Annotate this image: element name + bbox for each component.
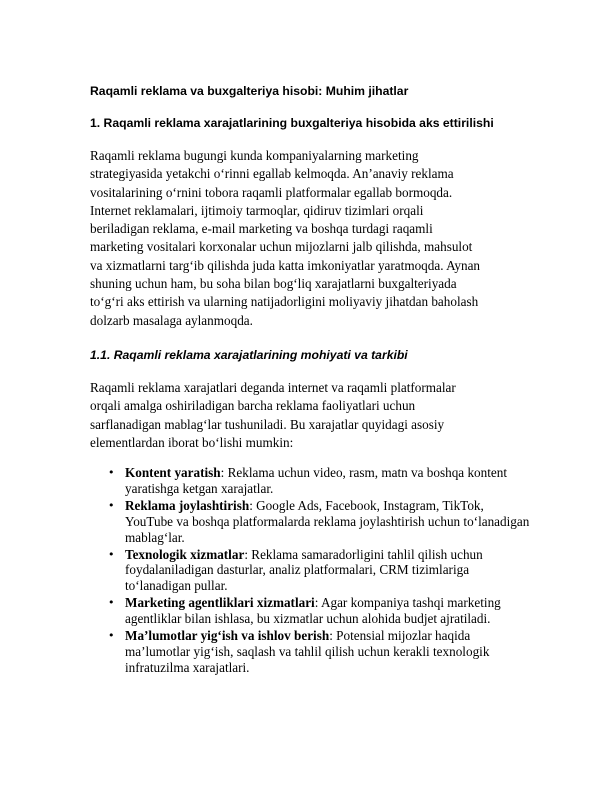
paragraph-line: Raqamli reklama bugungi kunda kompaniyalarning marketing <box>90 148 419 163</box>
section-heading: 1. Raqamli reklama xarajatlarining buxgalteriya hisobida aks ettirilishi <box>90 116 494 130</box>
list-item-text: : Google Ads, Facebook, Instagram, TikTok, YouTube va boshqa platformalarda reklama joylashtirish uchun to‘lanadigan mablag‘lar. <box>125 497 530 545</box>
list-item-term: Texnologik xizmatlar <box>125 546 245 562</box>
paragraph-line: beriladigan reklama, e-mail marketing va boshqa turdagi raqamli <box>90 221 433 237</box>
paragraph-line: shuning uchun ham, bu soha bilan bog‘liq xarajatlarni buxgalteriyada <box>90 276 457 292</box>
paragraph-line: Raqamli reklama xarajatlari deganda internet va raqamli platformalar <box>90 380 456 395</box>
list-item <box>90 628 530 676</box>
paragraph-line: dolzarb masalaga aylanmoqda. <box>90 312 253 328</box>
list-item-term: Marketing agentliklari xizmatlari <box>125 595 315 611</box>
intro-paragraph <box>90 147 522 330</box>
paragraph-line: orqali amalga oshiriladigan barcha reklama faoliyatlari uchun <box>90 398 416 414</box>
cost-elements-list <box>90 465 530 677</box>
subsection-heading: 1.1. Raqamli reklama xarajatlarining mohiyati va tarkibi <box>90 348 408 362</box>
paragraph-line: marketing vositalari korxonalar uchun mijozlarni jalb qilishda, mahsulot <box>90 239 473 255</box>
document-title: Raqamli reklama va buxgalteriya hisobi: Muhim jihatlar <box>90 84 409 98</box>
paragraph-line: to‘g‘ri aks ettirish va ularning natijadorligini moliyaviy jihatdan baholash <box>90 294 479 310</box>
list-item <box>90 547 530 595</box>
paragraph-line: vositalarining o‘rnini tobora raqamli platformalar egallab bormoqda. <box>90 184 453 200</box>
list-item-term: Ma’lumotlar yig‘ish va ishlov berish <box>125 628 330 644</box>
list-item-term: Reklama joylashtirish <box>125 497 250 513</box>
list-item-term: Kontent yaratish <box>125 465 221 480</box>
list-item-text: : Agar kompaniya tashqi marketing agentliklar bilan ishlasa, bu xizmatlar uchun alohida budjet ajratiladi. <box>125 595 501 627</box>
list-item <box>90 595 530 627</box>
bullet-icon: • <box>108 547 115 561</box>
list-item <box>90 498 530 546</box>
paragraph-line: strategiyasida yetakchi o‘rinni egallab kelmoqda. An’anaviy reklama <box>90 166 454 182</box>
list-item-text: : Potensial mijozlar haqida ma’lumotlar yig‘ish, saqlash va tahlil qilish uchun kerakli texnologik infratuzilma xarajatlari. <box>125 628 490 675</box>
bullet-icon: • <box>108 596 115 610</box>
list-item <box>90 465 530 497</box>
list-item-text: : Reklama samaradorligini tahlil qilish uchun foydalaniladigan dasturlar, analiz platformalari, CRM tizimlariga to‘lanadigan pullar. <box>125 546 483 594</box>
paragraph-line: sarflanadigan mablag‘lar tushuniladi. Bu xarajatlar quyidagi asosiy <box>90 416 445 432</box>
subsection-paragraph <box>90 379 522 452</box>
list-item-text: : Reklama uchun video, rasm, matn va boshqa kontent yaratishga ketgan xarajatlar. <box>125 465 508 496</box>
paragraph-line: Internet reklamalari, ijtimoiy tarmoqlar, qidiruv tizimlari orqali <box>90 202 424 218</box>
bullet-icon: • <box>108 466 115 479</box>
paragraph-line: elementlardan iborat bo‘lishi mumkin: <box>90 434 294 450</box>
bullet-icon: • <box>108 629 115 643</box>
bullet-icon: • <box>108 498 115 512</box>
paragraph-line: va xizmatlarni targ‘ib qilishda juda katta imkoniyatlar yaratmoqda. Aynan <box>90 257 481 273</box>
